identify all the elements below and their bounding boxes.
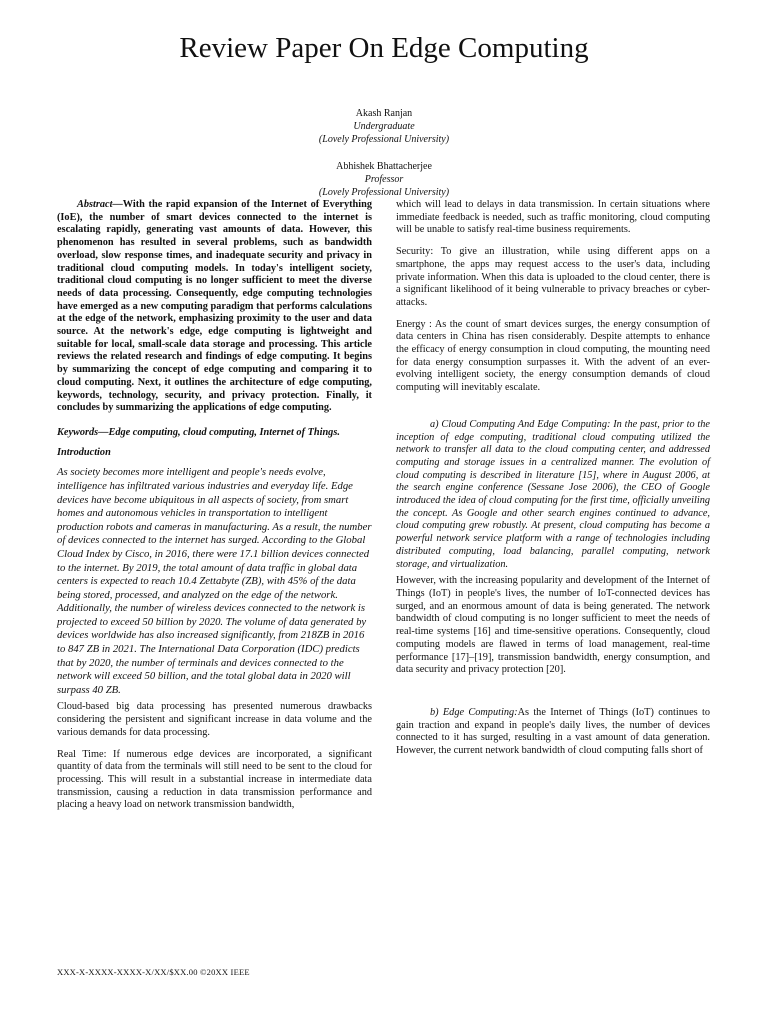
intro-text: As society becomes more intelligent and people's needs evolve, intelligence has infiltrated various industries and everyday life. Edge devices have become ubiquitous in all aspects of society, from smart homes and autonomous vehicles in transportation to intelligent production robots and cameras in manufacturing. As a result, the number of devices connected to the internet has surged. According to the Global Cloud Index by Cisco, in 2016, there were 17.1 billion devices connected to the internet. By 2019, the total amount of data traffic in global data centers is expected to reach 10.4 Zettabyte (ZB), with 45% of the data being stored, processed, and analyzed on the edge of the network. Additionally, the number of wireless devices connected to the network is projected to exceed 50 billion by 2020. The volume of data generated by devices worldwide has also increased significantly, from 218ZB in 2016 to 847 ZB in 2021. The International Data Corporation (IDC) predicts that by 2020, the number of terminals and devices connected to the network will exceed 50 billion, and the total global data in 2020 will surpass 40 ZB. bbox=[57, 466, 372, 696]
section-b-text: As the Internet of Things (IoT) continues to gain traction and expand in people's daily lives, the number of devices connected to it has surged, resulting in a vast amount of data generation. However, the current network bandwidth of cloud computing falls short of bbox=[396, 706, 710, 757]
paper-title: Review Paper On Edge Computing bbox=[179, 32, 589, 64]
cloud-drawbacks-paragraph: Cloud-based big data processing has presented numerous drawbacks considering the persistent and significant increase in data volume and the various demands for data processing. bbox=[57, 701, 372, 738]
left-column bbox=[57, 199, 372, 812]
real-time-continued: which will lead to delays in data transmission. In certain situations where immediate feedback is needed, such as traffic monitoring, cloud computing will be unable to satisfy real-time business requirements. bbox=[396, 199, 710, 236]
author-name: Akash Ranjan bbox=[355, 108, 413, 119]
security-paragraph: Security: To give an illustration, while using different apps on a smartphone, the apps may request access to the user's data, including private information. When this data is uploaded to the cloud center, there is a significant likelihood of it being vulnerable to privacy breaches or cyber-attacks. bbox=[396, 246, 710, 308]
abstract bbox=[57, 199, 372, 415]
section-a-paragraph: a) Cloud Computing And Edge Computing: In the past, prior to the inception of edge computing, traditional cloud computing utilized the network to transfer all data to the cloud computing center, and addressed computing and storage issues in a centralized manner. The evolution of cloud computing is described in literature [15], where in August 2006, at the search engine conference (Sessane Jose 2006), the CEO of Google introduced the idea of cloud computing for the first time, officially unveiling the concept. As Google and other search engines continued to advance, cloud computing grew robustly. At present, cloud computing has become a powerful network service platform with a range of technologies including distributed computing, load balancing, parallel computing, network storage, and virtualization. bbox=[396, 418, 710, 570]
abstract-label: Abstract— bbox=[77, 199, 123, 210]
author-role: Undergraduate bbox=[353, 121, 415, 132]
author-role: Professor bbox=[364, 174, 404, 185]
author-affiliation: (Lovely Professional University) bbox=[318, 134, 450, 145]
copyright-footer: XXX-X-XXXX-XXXX-X/XX/$XX.00 ©20XX IEEE bbox=[57, 967, 250, 977]
author-block-1 bbox=[0, 107, 768, 146]
keywords: Keywords—Edge computing, cloud computing, Internet of Things. bbox=[57, 426, 340, 438]
abstract-text: With the rapid expansion of the Internet of Everything (IoE), the number of smart devices connected to the internet is escalating rapidly, generating vast amounts of data. However, this phenomenon has resulted in several problems, such as bandwidth overload, slow response times, and inadequate security and privacy in traditional cloud computing models. In today's intelligent society, traditional cloud computing is no longer sufficient to meet the diverse needs of data processing. Consequently, edge computing technologies have emerged as a new computing paradigm that performs calculations at the edge of the network, emphasizing proximity to the user and data source. At the network's edge, edge computing is lightweight and suitable for local, small-scale data storage and processing. This article reviews the related research and findings of edge computing. It begins by summarizing the concept of edge computing and comparing it to cloud computing. Next, it outlines the architecture of edge computing, keywords, technology, security, and privacy protection. Finally, it concludes by summarizing the applications of edge computing. bbox=[57, 199, 372, 414]
author-block-2 bbox=[0, 160, 768, 199]
real-time-paragraph: Real Time: If numerous edge devices are incorporated, a significant quantity of data from the terminals will still need to be sent to the cloud for processing. This will result in a substantial increase in intermediate data transmission, causing a reduction in data transmission performance and placing a heavy load on network transmission bandwidth, bbox=[57, 748, 372, 811]
right-column bbox=[396, 199, 710, 758]
iot-paragraph: However, with the increasing popularity and development of the Internet of Things (IoT) in people's lives, the number of IoT-connected devices has surged, and an enormous amount of data is being generated. The network bandwidth of cloud computing is no longer sufficient to meet the needs of real-time systems [16] and time-sensitive operations. Consequently, cloud computing models are flawed in terms of load management, real-time performance [17]–[19], transmission bandwidth, energy consumption, and data security and privacy protection [20]. bbox=[396, 575, 710, 676]
author-name: Abhishek Bhattacherjee bbox=[336, 161, 432, 172]
section-b-heading: b) Edge Computing: bbox=[430, 706, 518, 718]
author-affiliation: (Lovely Professional University) bbox=[318, 187, 450, 198]
intro-heading: Introduction bbox=[57, 446, 111, 458]
section-b-paragraph bbox=[396, 707, 710, 758]
energy-paragraph: Energy : As the count of smart devices surges, the energy consumption of data centers in China has risen considerably. Despite attempts to enhance the efficacy of energy consumption in cloud computing, the mounting need for data energy consumption surpasses it. With the advent of an ever-evolving intelligent society, the energy consumption demands of cloud computing will inevitably escalate. bbox=[396, 318, 710, 394]
